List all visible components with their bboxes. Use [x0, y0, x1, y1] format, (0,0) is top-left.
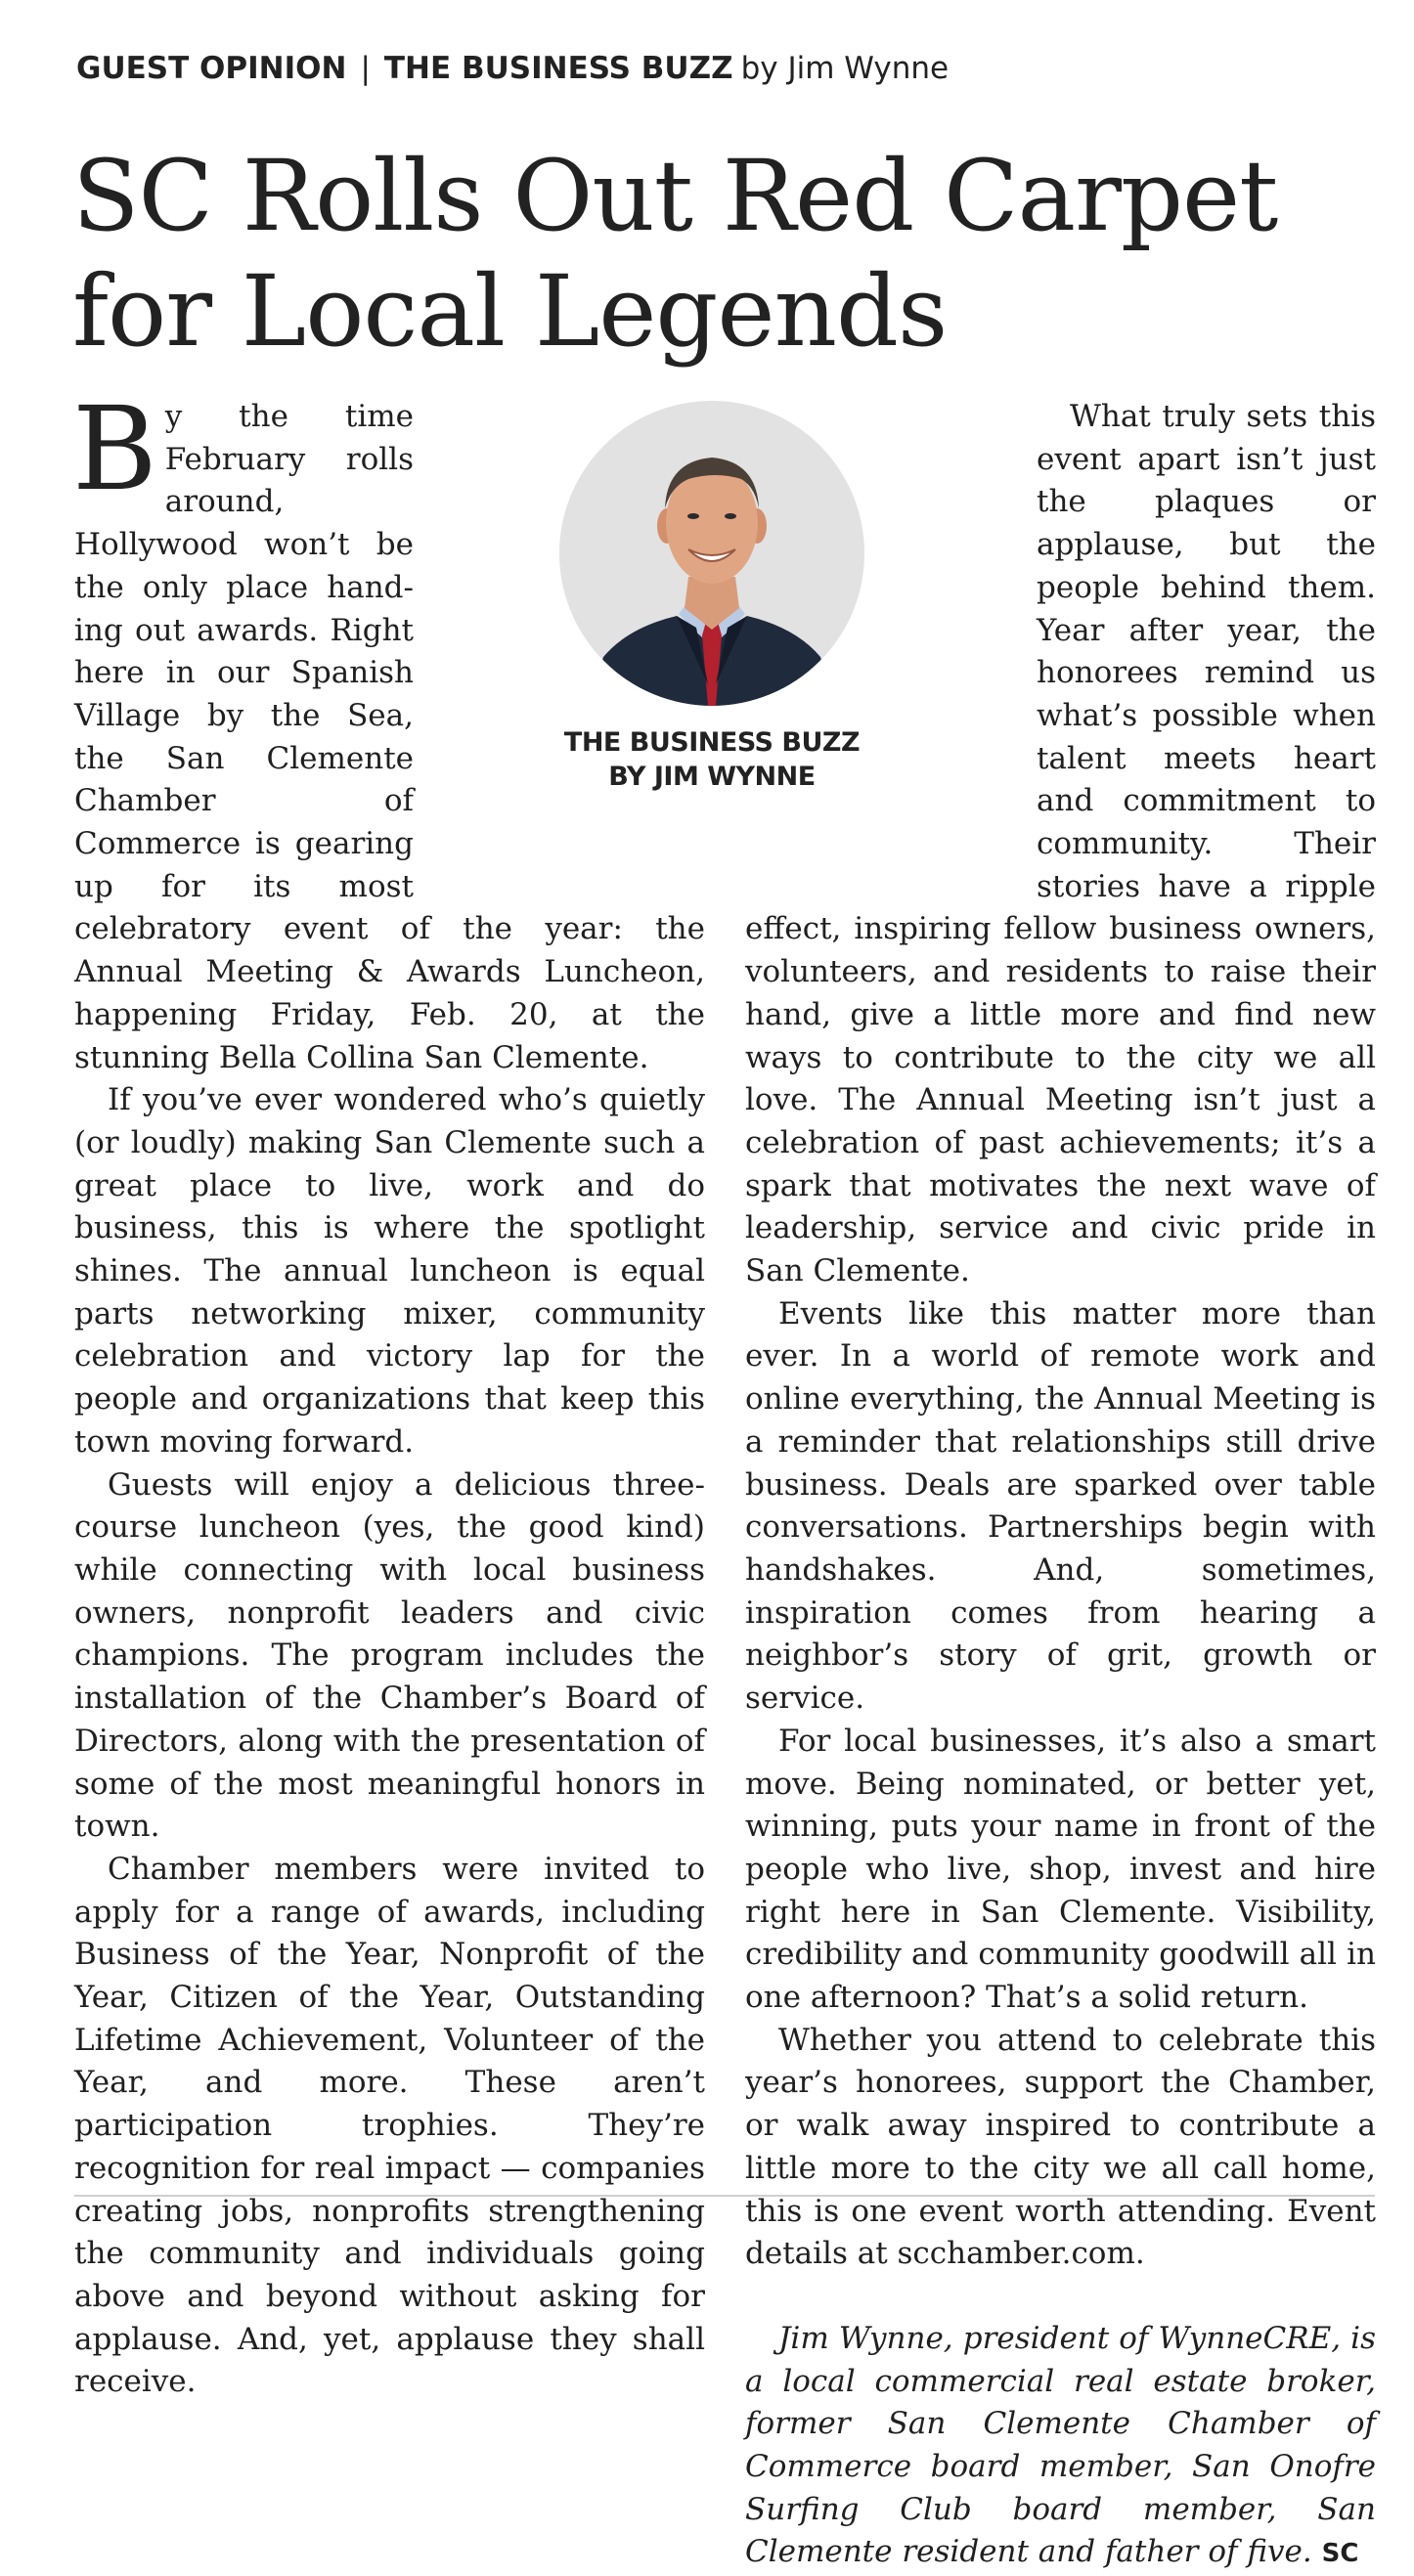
bottom-rule	[74, 2195, 1375, 2197]
author-portrait	[559, 401, 864, 706]
author-photo-block	[559, 401, 864, 794]
photo-caption-line-1: THE BUSINESS BUZZ	[563, 727, 861, 758]
article-paragraph-7: For local businesses, it’s also a smart move. Being nominated, or better yet, winning, puts your name in front of the people who live, shop, invest and hire right here in San Clemente. Visibility, credibility and community goodwill all in one afternoon? That’s a solid return.	[745, 1723, 1376, 2016]
headline-line-1: SC Rolls Out Red Carpet	[72, 139, 1278, 253]
photo-caption-line-2: BY JIM WYNNE	[608, 762, 816, 792]
photo-caption	[559, 725, 864, 794]
column-name: THE BUSINESS BUZZ	[383, 51, 733, 86]
article-paragraph-8: Whether you attend to celebrate this year’s honorees, support the Chamber, or walk away inspired to contribute a little more to the city we all call home, this is one event worth attending. Event details at scchamber.com.	[745, 2022, 1376, 2272]
kicker-divider: |	[360, 51, 371, 86]
section-label: GUEST OPINION	[76, 51, 347, 86]
article-paragraph-3: Guests will enjoy a delicious three-course luncheon (yes, the good kind) while connecting with local business owners, nonprofit leaders and civic champions. The program includes the installation of the Chamber’s Board of Directors, along with the presentation of some of the most meaningful honors in town.	[74, 1466, 705, 1845]
article-paragraph-5: What truly sets this event apart isn’t just the plaques or applause, but the people behind them. Year after year, the honorees remind us what’s possible when talent meets heart and commitment to community. Their stories have a ripple effect, inspiring fellow business owners, volunteers, and residents to raise their hand, give a little more and find new ways to contribute to the city we all love. The Annual Meeting isn’t just a celebration of past achievements; it’s a spark that motivates the next wave of leadership, service and civic pride in San Clemente.	[745, 399, 1376, 1289]
headline-line-2: for Local Legends	[72, 254, 948, 369]
paragraph-1-text: y the time February rolls around, Hollywood won’t be the only place handing out awards. Right here in our Spanish Village by the Sea, the San Clemente Chamber of Commerce is gearing up for its most celebratory event of the year: the Annual Meeting & Awards Luncheon, happening Friday, Feb. 20, at the stunning Bella Collina San Clemente.	[74, 399, 705, 1075]
section-kicker	[76, 51, 949, 86]
author-byline: by Jim Wynne	[740, 51, 950, 86]
article-paragraph-6: Events like this matter more than ever. In a world of remote work and online everything, the Annual Meeting is a reminder that relationships still drive business. Deals are sparked over table conversations. Partnerships begin with handshakes. And, sometimes, inspiration comes from hearing a neighbor’s story of grit, growth or service.	[745, 1295, 1376, 1717]
author-bio	[745, 2318, 1376, 2576]
drop-cap: B	[72, 381, 157, 516]
end-mark: SC	[1321, 2539, 1359, 2569]
author-bio-text: Jim Wynne, president of WynneCRE, is a local commercial real estate broker, former San Clemente Chamber of Commerce board member, San Onofre Surfing Club board member, San Clemente resident and father of five.	[745, 2320, 1376, 2570]
article-paragraph-4: Chamber members were invited to apply for a range of awards, including Business of the Year, Nonprofit of the Year, Citizen of the Year, Outstanding Lifetime Achievement, Volunteer of the Year, and more. These aren’t participation trophies. They’re recognition for real impact — companies creating jobs, nonprofits strengthening the community and individuals going above and beyond without asking for applause. And, yet, applause they shall receive.	[74, 1851, 705, 2400]
article-paragraph-2: If you’ve ever wondered who’s quietly (or loudly) making San Clemente such a great place to live, work and do business, this is where the spotlight shines. The annual luncheon is equal parts networking mixer, community celebration and victory lap for the people and organizations that keep this town moving forward.	[74, 1082, 705, 1460]
headline	[72, 139, 1363, 370]
